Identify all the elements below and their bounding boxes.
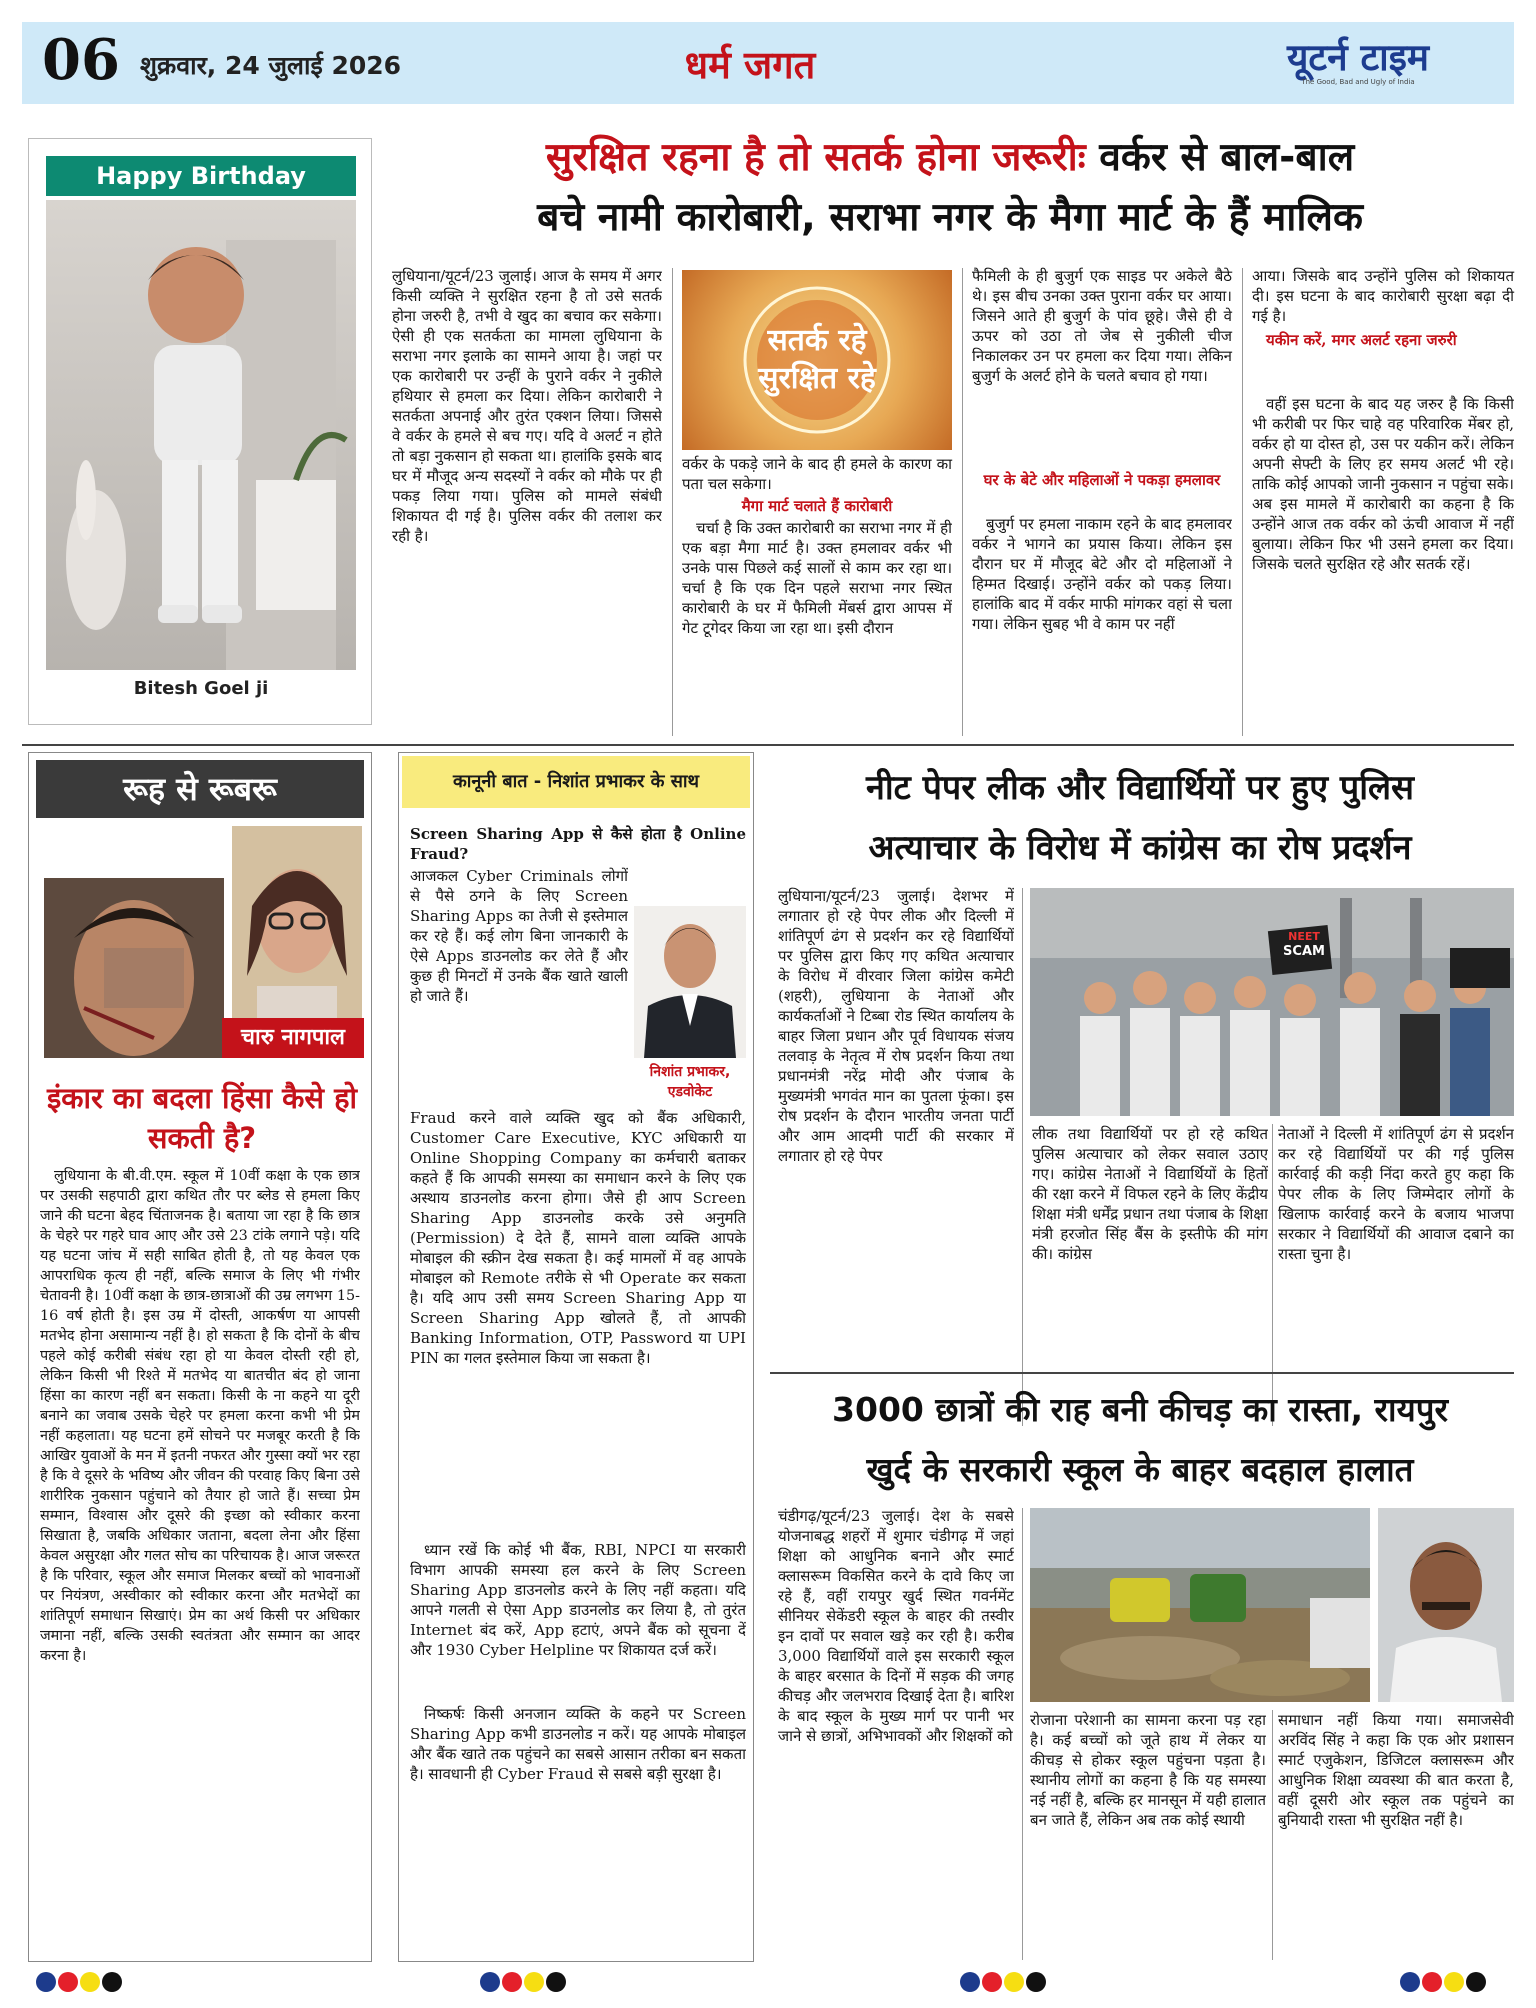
lead-col2-subhead: मैगा मार्ट चलाते हैं कारोबारी <box>741 497 893 515</box>
lead-col1: लुधियाना/यूटर्न/23 जुलाई। आज के समय में अगर किसी व्यक्ति ने सुरक्षित रहना है तो उसे सतर्क होना जरुरी है, तभी वे खुद का बचाव कर सकेगा। ऐसी ही एक सतर्कता का मामला लुधियाना के सराभा नगर इलाके का सामने आया है। जहां पर एक कारोबारी पर उन्हीं के पुराने वर्कर ने नुकीले हथियार से हमला कर दिया। लेकिन कारोबारी ने सतर्कता अपनाई और तुरंत एक्शन लिया। जिससे वे वर्कर के हमले से बच गए। यदि वे अलर्ट न होते तो बड़ा नुकसान हो सकता था। हालांकि इसके बाद घर में मौजूद अन्य सदस्यों ने वर्कर को मौके पर ही पकड़ लिया गया। पुलिस को मामले संबंधी शिकायत दी गई है। पुलिस वर्कर की तलाश कर रही है। <box>392 267 662 545</box>
column-headline: इंकार का बदला हिंसा कैसे हो सकती है? <box>46 1081 358 1155</box>
lead-headline-line2: बचे नामी कारोबारी, सराभा नगर के मैगा मार्ट के हैं मालिक <box>537 195 1363 240</box>
school-headline: 3000 छात्रों की राह बनी कीचड़ का रास्ता, रायपुर खुर्द के सरकारी स्कूल के बाहर बदहाल हालात <box>832 1390 1448 1489</box>
lead-col4-subhead: यकीन करें, मगर अलर्ट रहना जरुरी <box>1266 331 1457 349</box>
registration-marks-2 <box>480 1972 568 1996</box>
lead-headline-red: सुरक्षित रहना है तो सतर्क होना जरूरीः <box>545 135 1086 180</box>
reg-dot <box>960 1972 980 1992</box>
reg-dot <box>1444 1972 1464 1992</box>
lawyer-photo <box>634 906 746 1058</box>
registration-marks-1 <box>36 1972 124 1996</box>
victim-photo <box>44 878 224 1058</box>
lead-headline <box>390 128 1510 248</box>
lead-col3b: बुजुर्ग पर हमला नाकाम रहने के बाद हमलावर वर्कर ने भागने का प्रयास किया। लेकिन इस दौरान घर में मौजूद बेटे और दो महिलाओं ने हिम्मत दिखाई। उन्होंने वर्कर को पकड़ लिया। हालांकि बाद में वर्कर माफी मांगकर वहां से चला गया। लेकिन सुबह भी वे काम पर नहीं <box>972 515 1232 633</box>
lead-headline-black: वर्कर से बाल-बाल <box>1085 135 1355 180</box>
reg-dot <box>1400 1972 1420 1992</box>
reg-dot <box>80 1972 100 1992</box>
legal-para2: Fraud करने वाले व्यक्ति खुद को बैंक अधिकारी, Customer Care Executive, KYC अधिकारी या Online Shopping Company का कर्मचारी बताकर कहते हैं कि आपकी समस्या का समाधान करने के लिए एक अस्थाय डाउनलोड करना होगा। जैसे ही आप Screen Sharing App डाउनलोड करके उसे अनुमति (Permission) दे देते हैं, सामने वाला व्यक्ति आपके मोबाइल की स्क्रीन देख सकता है। कई मामलों में वह आपके मोबाइल को Remote तरीके से भी Operate कर सकता है। यदि आप उसी समय Screen Sharing App या Screen Sharing App खोलते हैं, तो आपकी Banking Information, OTP, Password या UPI PIN का गलत इस्तेमाल किया जा सकता है। <box>410 1109 746 1367</box>
legal-para1: आजकल Cyber Criminals लोगों से पैसे ठगने के लिए Screen Sharing Apps का तेजी से इस्तेमाल कर रहे हैं। कई लोग बिना जानकारी के ऐसे Apps डाउनलोड कर लेते हैं और कुछ ही मिनटों में उनके बैंक खाते खाली हो जाते हैं। <box>410 867 628 1005</box>
birthday-title: Happy Birthday <box>46 156 356 196</box>
neet-col2: लीक तथा विद्यार्थियों पर हो रहे कथित पुलिस अत्याचार को लेकर सवाल उठाए गए। कांग्रेस नेताओं ने विद्यार्थियों के हितों की रक्षा करने में विफल रहने के लिए केंद्रीय शिक्षा मंत्री धर्मेंद्र प्रधान तथा पंजाब के शिक्षा मंत्री हरजोत सिंह बैंस के इस्तीफे की मांग की। कांग्रेस <box>1032 1125 1268 1263</box>
reg-dot <box>58 1972 78 1992</box>
neet-photo: NEET SCAM <box>1030 888 1514 1116</box>
lead-col4b: वहीं इस घटना के बाद यह जरुर है कि किसी भी करीबी पर फिर चाहे वह परिवारिक मेंबर हो, वर्कर हो या दोस्त हो, उस पर यकीन करें। लेकिन अपनी सेफ्टी के लिए हर समय अलर्ट भी रहे। ताकि कोई आपको जानी नुकसान न पहुंचा सके। अब इस मामले में कारोबारी का कहना है कि उन्होंने आज तक वर्कर को ऊंची आवाज में नहीं बुलाया। लेकिन फिर भी उसने हमला कर दिया। जिसके चलते सुरक्षित रहे और सतर्क रहें। <box>1252 395 1514 573</box>
activist-photo <box>1378 1508 1514 1702</box>
reg-dot <box>1004 1972 1024 1992</box>
lawyer-caption: निशांत प्रभाकर, एडवोकेट <box>649 1064 731 1100</box>
column-banner: रूह से रूबरू <box>36 760 364 818</box>
school-photo <box>1030 1508 1370 1702</box>
reg-dot <box>1026 1972 1046 1992</box>
brand-logo: यूटर्न टाइम The Good, Bad and Ugly of India <box>1286 36 1430 86</box>
reg-dot <box>1466 1972 1486 1992</box>
page-number: 06 <box>42 27 120 93</box>
issue-date: शुक्रवार, 24 जुलाई 2026 <box>140 51 402 80</box>
school-col3: समाधान नहीं किया गया। समाजसेवी अरविंद सिंह ने कहा कि एक ओर प्रशासन स्मार्ट एजुकेशन, डिजिटल क्लासरूम और आधुनिक शिक्षा व्यवस्था की बात करता है, वहीं दूसरी ओर स्कूल तक पहुंचने का बुनियादी रास्ता भी सुरक्षित नहीं है। <box>1278 1711 1514 1829</box>
column-body: लुधियाना के बी.वी.एम. स्कूल में 10वीं कक्षा के एक छात्र पर उसकी सहपाठी द्वारा कथित तौर पर ब्लेड से हमला किए जाने की घटना बेहद चिंताजनक है। बताया जा रहा है कि छात्र के चेहरे पर गहरे घाव आए और उसे 23 टांके लगाने पड़े। यदि यह घटना जांच में सही साबित होती है, तो यह केवल एक आपराधिक कृत्य ही नहीं, बल्कि समाज के लिए भी गंभीर चेतावनी है। 10वीं कक्षा के छात्र-छात्राओं की उम्र लगभग 15-16 वर्ष होती है। इस उम्र में दोस्ती, आकर्षण या आपसी मतभेद होना असामान्य नहीं है। हो सकता है कि दोनों के बीच पहले कोई करीबी संबंध रहा हो या केवल दोस्ती रही हो, लेकिन किसी भी रिश्ते में मतभेद या बातचीत बंद हो जाना हिंसा का कारण नहीं बन सकता। किसी के ना कहने या दूरी बनाने का जवाब उसके चेहरे पर हमला करना कभी भी प्रेम नहीं कहलाता। यह घटना हमें सोचने पर मजबूर करती है कि आखिर युवाओं के मन में इतनी नफरत और गुस्सा क्यों भर रहा है कि वे दूसरे के भविष्य और जीवन की परवाह किए बिना उसे शारीरिक नुकसान पहुंचाने को तैयार हो जाते हैं। सच्चा प्रेम सम्मान, विश्वास और दूसरे की इच्छा को स्वीकार करना सिखाता है, जबकि अधिकार जताना, बदला लेना और हिंसा केवल असुरक्षा और गलत सोच का परिचायक है। आज जरूरत है कि परिवार, स्कूल और समाज मिलकर बच्चों को भावनाओं पर नियंत्रण, अस्वीकार को स्वीकार करना और मतभेदों का शांतिपूर्ण समाधान सिखाएं। प्रेम का अर्थ किसी पर अधिकार जमाना नहीं, बल्कि उसकी स्वतंत्रता और सम्मान का आदर करना है। <box>40 1168 360 1664</box>
reg-dot <box>502 1972 522 1992</box>
reg-dot <box>982 1972 1002 1992</box>
lead-graphic: सतर्क रहे सुरक्षित रहे <box>682 270 952 450</box>
reg-dot <box>524 1972 544 1992</box>
registration-marks-3 <box>960 1972 1048 1996</box>
lead-col3-subhead: घर के बेटे और महिलाओं ने पकड़ा हमलावर <box>983 471 1221 489</box>
reg-dot <box>1422 1972 1442 1992</box>
reg-dot <box>36 1972 56 1992</box>
lead-col3a: फैमिली के ही बुजुर्ग एक साइड पर अकेले बैठे थे। इस बीच उनका उक्त पुराना वर्कर घर आया। जिसने आते ही बुजुर्ग के पांव छूहे। जैसे ही वे ऊपर को उठा तो जेब से नुकीली चीज निकालकर उन पर हमला कर दिया गया। लेकिन बुजुर्ग के अलर्ट होने के चलते बचाव हो गया। <box>972 267 1232 385</box>
reg-dot <box>546 1972 566 1992</box>
lead-col2b: चर्चा है कि उक्त कारोबारी का सराभा नगर में ही एक बड़ा मैगा मार्ट है। उक्त हमलावर वर्कर भी उनके पास पिछले कई सालों से काम कर रहा था। चर्चा है कि एक दिन पहले सराभा नगर स्थित कारोबारी के घर में फैमिली मेंबर्स द्वारा आपस में गेट टूगेदर किया जा रहा था। इसी दौरान <box>682 519 952 637</box>
legal-para4: निष्कर्षः किसी अनजान व्यक्ति के कहने पर Screen Sharing App कभी डाउनलोड न करें। यह आपके मोबाइल और बैंक खाते तक पहुंचने का सबसे आसान तरीका बन सकता है। सावधानी ही Cyber Fraud से सबसे बड़ी सुरक्षा है। <box>410 1705 746 1783</box>
legal-para3: ध्यान रखें कि कोई भी बैंक, RBI, NPCI या सरकारी विभाग आपकी समस्या हल करने के लिए Screen Sharing App डाउनलोड करने के लिए नहीं कहता। यदि आपने गलती से ऐसा App डाउनलोड कर लिया है, तो तुरंत Internet बंद करें, App हटाएं, अपने बैंक को सूचना दें और 1930 Cyber Helpline पर शिकायत दर्ज करें। <box>410 1541 746 1659</box>
reg-dot <box>480 1972 500 1992</box>
legal-banner: कानूनी बात - निशांत प्रभाकर के साथ <box>402 756 750 808</box>
school-col2: रोजाना परेशानी का सामना करना पड़ रहा है। कई बच्चों को जूते हाथ में लेकर या कीचड़ से होकर स्कूल पहुंचना पड़ता है। स्थानीय लोगों का कहना है कि यह समस्या नई नहीं है, बल्कि हर मानसून में यही हालात बन जाते हैं, लेकिन अब तक कोई स्थायी <box>1030 1711 1266 1829</box>
reg-dot <box>102 1972 122 1992</box>
school-col1: चंडीगढ़/यूटर्न/23 जुलाई। देश के सबसे योजनाबद्ध शहरों में शुमार चंडीगढ़ में जहां शिक्षा को आधुनिक बनाने और स्मार्ट क्लासरूम विकसित करने के दावे किए जा रहे हैं, वहीं रायपुर खुर्द स्थित गवर्नमेंट सीनियर सेकेंडरी स्कूल के बाहर की तस्वीर इन दावों पर सवाल खड़े कर रही है। करीब 3,000 विद्यार्थियों वाले इस सरकारी स्कूल के बाहर बरसात के दिनों में सड़क की जगह कीचड़ और जलभराव दिखाई देता है। बारिश के बाद स्कूल के मुख्य मार्ग पर पानी भर जाने से छात्रों, अभिभावकों और शिक्षकों को <box>778 1507 1014 1745</box>
column-author-name: चारु नागपाल <box>222 1018 364 1058</box>
legal-question: Screen Sharing App से कैसे होता है Online Fraud? <box>410 825 746 863</box>
section-title: धर्म जगत <box>684 43 816 87</box>
registration-marks-4 <box>1400 1972 1488 1996</box>
birthday-name: Bitesh Goel ji <box>133 678 269 699</box>
lead-col2a: वर्कर के पकड़े जाने के बाद ही हमले के कारण का पता चल सकेगा। <box>682 455 952 493</box>
neet-headline: नीट पेपर लीक और विद्यार्थियों पर हुए पुलिस अत्याचार के विरोध में कांग्रेस का रोष प्रदर्शन <box>865 768 1415 868</box>
birthday-photo <box>46 200 356 670</box>
neet-col1: लुधियाना/यूटर्न/23 जुलाई। देशभर में लगातार हो रहे पेपर लीक और दिल्ली में शांतिपूर्ण ढंग से प्रदर्शन कर रहे विद्यार्थियों पर पुलिस द्वारा किए गए कथित अत्याचार के विरोध में वीरवार जिला कांग्रेस कमेटी (शहरी), लुधियाना के नेताओं और कार्यकर्ताओं ने टिब्बा रोड स्थित कार्यालय के बाहर जिला प्रधान और पूर्व विधायक संजय तलवाड़ के नेतृत्व में रोष प्रदर्शन किया तथा प्रधानमंत्री नरेंद्र मोदी और पंजाब के मुख्यमंत्री भगवंत मान का पुतला फूंका। इस रोष प्रदर्शन के दौरान भारतीय जनता पार्टी और आम आदमी पार्टी की सरकार में लगातार हो रहे पेपर <box>778 887 1014 1165</box>
neet-col3: नेताओं ने दिल्ली में शांतिपूर्ण ढंग से प्रदर्शन कर रहे विद्यार्थियों पर की गई पुलिस कार्रवाई की कड़ी निंदा करते हुए कहा कि पेपर लीक के लिए जिम्मेदार लोगों के खिलाफ कार्रवाई करने के बजाय भाजपा सरकार ने विद्यार्थियों की आवाज दबाने का रास्ता चुना है। <box>1278 1125 1514 1263</box>
lead-col4a: आया। जिसके बाद उन्होंने पुलिस को शिकायत दी। इस घटना के बाद कारोबारी सुरक्षा बढ़ा दी गई है। <box>1252 267 1514 325</box>
